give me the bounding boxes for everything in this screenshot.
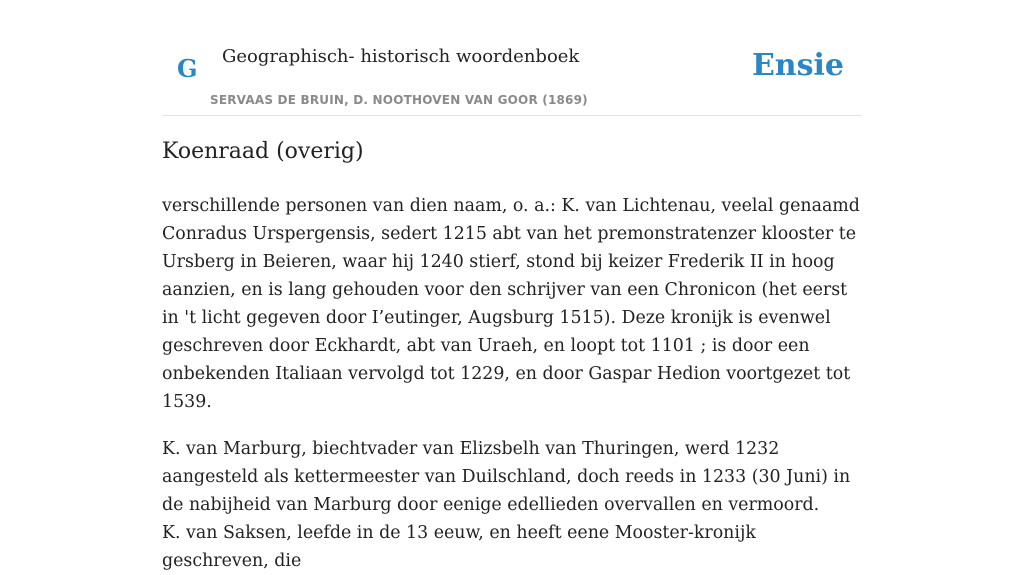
book-title-link[interactable]: Geographisch- historisch woordenboek — [222, 46, 580, 67]
entry-paragraph: K. van Saksen, leefde in de 13 eeuw, en heeft eene Mooster-kronijk geschreven, die — [162, 523, 756, 571]
entry-title: Koenraad (overig) — [162, 139, 364, 164]
entry-paragraph: K. van Marburg, biechtvader van Elizsbelh van Thuringen, werd 1232 aangesteld als kettermeester van Duilschland, doch reeds in 1233 (30 Juni) in de nabijheid van Marburg door eenige edellieden overvallen en vermoord. — [162, 439, 851, 515]
entry-content — [162, 192, 862, 575]
entry-paragraph: verschillende personen van dien naam, o. a.: K. van Lichtenau, veelal genaamd Conradus Urspergensis, sedert 1215 abt van het premonstratenzer klooster te Ursberg in Beieren, waar hij 1240 stierf, stond bij keizer Frederik II in hoog aanzien, en is lang gehouden voor den schrijver van een Chronicon (het eerst in 't licht gegeven door I’eutinger, Augsburg 1515). Deze kronijk is evenwel geschreven door Eckhardt, abt van Uraeh, en loopt tot 1101 ; is door een onbekenden Italiaan vervolgd tot 1229, en door Gaspar Hedion voortgezet tot 1539. — [162, 196, 860, 412]
book-authors: SERVAAS DE BRUIN, D. NOOTHOVEN VAN GOOR (1869) — [210, 93, 588, 107]
brand-logo-link[interactable]: Ensie — [751, 48, 844, 83]
book-header — [162, 30, 862, 116]
book-logo: G — [177, 54, 198, 83]
